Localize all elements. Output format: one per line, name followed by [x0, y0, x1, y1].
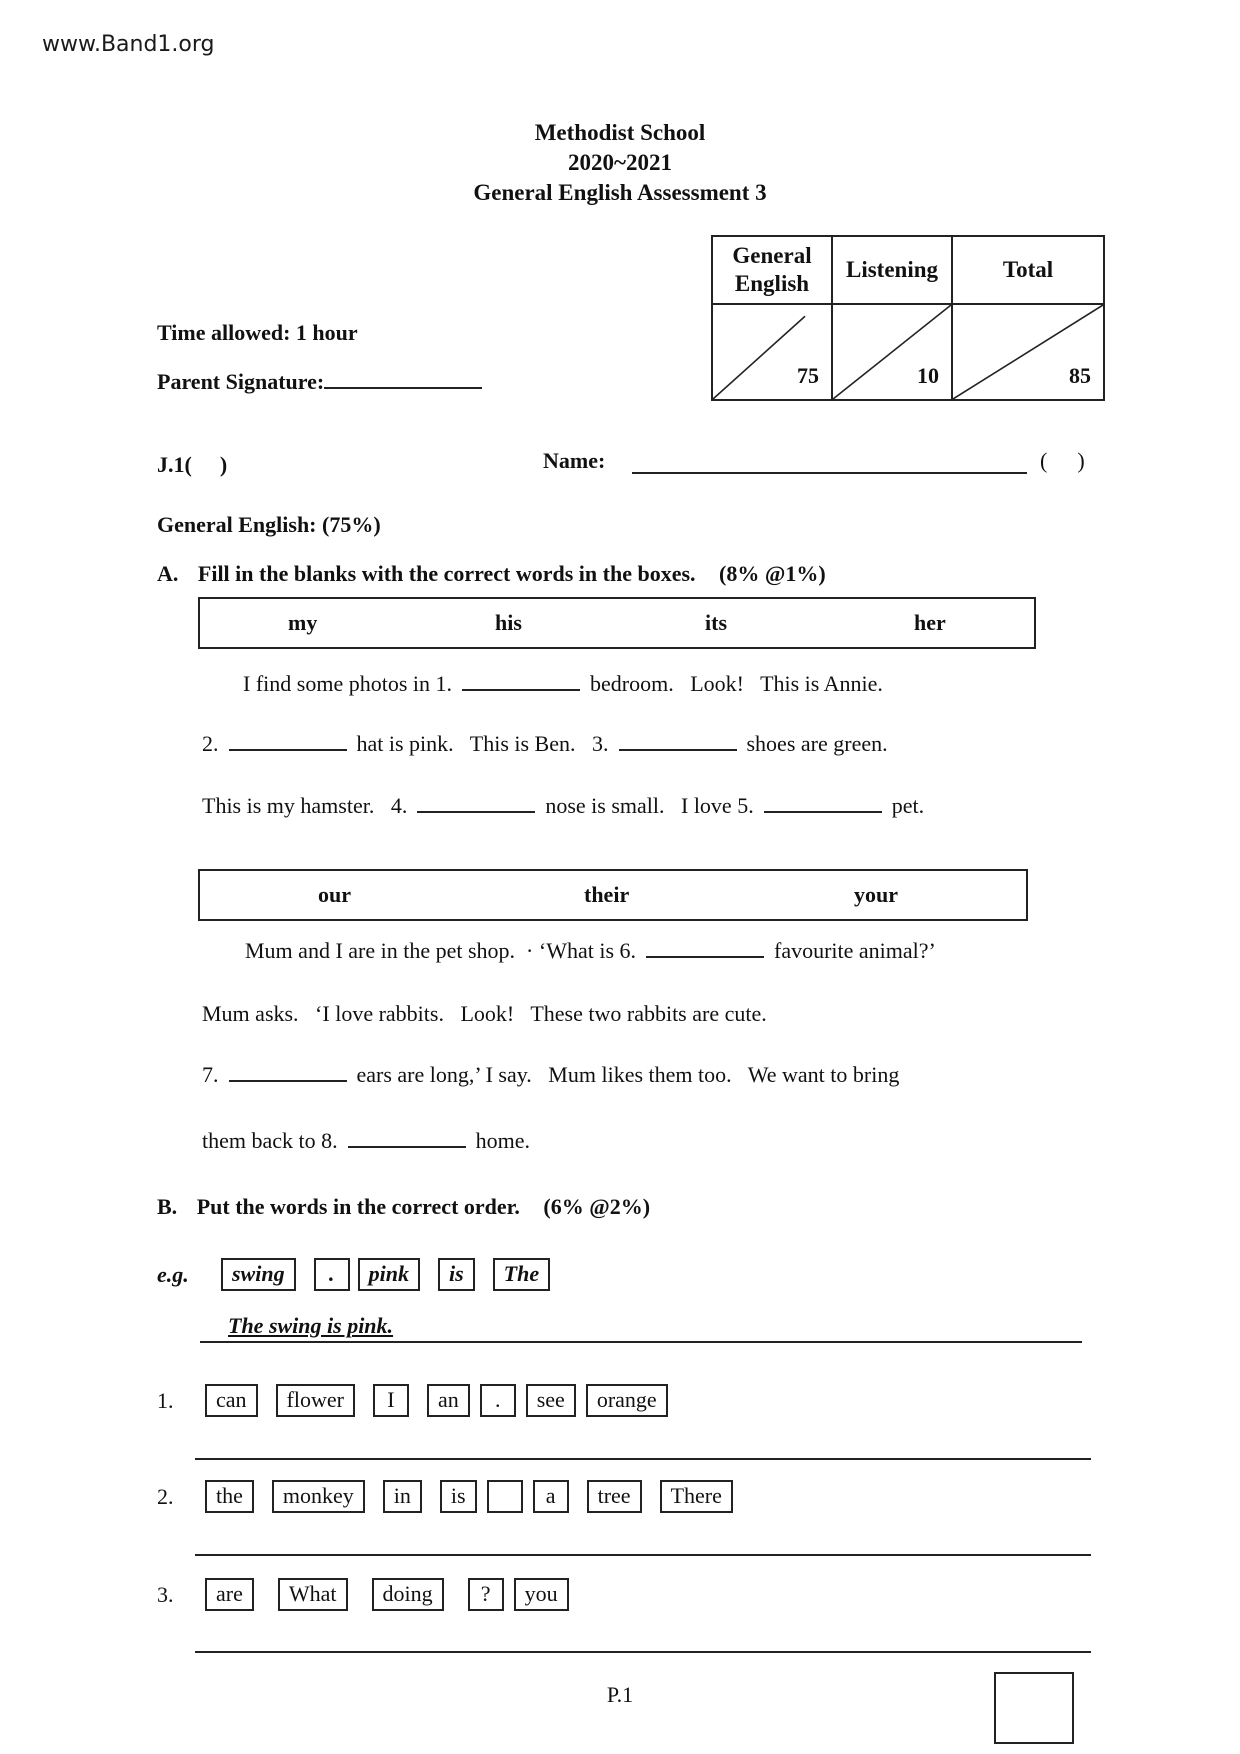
answer-line-1[interactable]: [195, 1458, 1091, 1460]
word-box-1: [198, 597, 1036, 649]
blank-3[interactable]: [619, 731, 737, 751]
word-option: my: [288, 610, 318, 635]
question-row: [157, 1578, 587, 1611]
class-close: ): [219, 452, 228, 477]
blank-7[interactable]: [229, 1062, 347, 1082]
answer-line-2[interactable]: [195, 1554, 1091, 1556]
question-row: [157, 1384, 686, 1417]
word-chip: orange: [586, 1384, 668, 1417]
passage-text: I find some photos in 1.: [243, 671, 452, 696]
time-allowed: Time allowed: 1 hour: [157, 320, 358, 345]
word-option: our: [318, 882, 351, 907]
question-number: 1.: [157, 1387, 174, 1413]
passage-text: shoes are green.: [746, 731, 888, 756]
score-table: [711, 235, 1105, 401]
word-chip: is: [438, 1258, 475, 1291]
parent-signature-field[interactable]: [324, 387, 482, 389]
word-chip: are: [205, 1578, 254, 1611]
passage-text: pet.: [891, 793, 925, 818]
example-answer-line: [200, 1341, 1082, 1343]
passage-line: [243, 671, 883, 697]
answer-line-3[interactable]: [195, 1651, 1091, 1653]
example-answer: The swing is pink.: [228, 1313, 394, 1338]
blank-6[interactable]: [646, 938, 764, 958]
name-label: Name:: [543, 448, 606, 473]
passage-line: [245, 938, 936, 964]
word-chip: you: [514, 1578, 569, 1611]
parent-signature-label: Parent Signature:: [157, 369, 325, 394]
word-chip: pink: [358, 1258, 420, 1291]
word-chip: a: [533, 1480, 569, 1513]
student-number-field[interactable]: [1040, 448, 1085, 474]
word-option: their: [584, 882, 630, 907]
word-chip: tree: [587, 1480, 642, 1513]
blank-2[interactable]: [229, 731, 347, 751]
part-b-heading: [157, 1194, 650, 1220]
max-score: 75: [797, 363, 819, 388]
passage-text: nose is small. I love 5.: [545, 793, 754, 818]
question-number: 2.: [157, 1483, 174, 1509]
passage-line: [202, 1128, 530, 1154]
blank-4[interactable]: [417, 793, 535, 813]
word-chip: .: [480, 1384, 516, 1417]
word-chip: can: [205, 1384, 258, 1417]
passage-line: Mum asks. ‘I love rabbits. Look! These two rabbits are cute.: [202, 1001, 767, 1026]
blank-8[interactable]: [348, 1128, 466, 1148]
word-box-2: [198, 869, 1028, 921]
passage-text: bedroom. Look! This is Annie.: [590, 671, 883, 696]
word-chip: .: [314, 1258, 350, 1291]
passage-line: [202, 793, 924, 819]
blank-1[interactable]: [462, 671, 580, 691]
name-field[interactable]: [632, 472, 1027, 474]
word-chip: flower: [276, 1384, 355, 1417]
part-a-letter: A.: [157, 561, 179, 586]
word-chip: is: [440, 1480, 477, 1513]
part-b-marks: (6% @2%): [543, 1194, 651, 1219]
passage-text: hat is pink. This is Ben. 3.: [356, 731, 609, 756]
score-header-general-english: [712, 236, 832, 304]
word-chip: ?: [468, 1578, 504, 1611]
score-cell-listening[interactable]: [832, 304, 952, 400]
score-header-total: [952, 236, 1104, 304]
score-cell-total[interactable]: [952, 304, 1104, 400]
paren-open: (: [1040, 448, 1048, 473]
word-option: his: [495, 610, 522, 635]
word-chip: see: [526, 1384, 576, 1417]
word-option: its: [705, 610, 727, 635]
passage-line: [202, 731, 888, 757]
word-chip: doing: [372, 1578, 444, 1611]
passage-text: home.: [475, 1128, 531, 1153]
part-a-instruction: Fill in the blanks with the correct words in the boxes.: [197, 561, 696, 586]
passage-text: 2.: [202, 731, 219, 756]
score-cell-general-english[interactable]: [712, 304, 832, 400]
passage-text: 7.: [202, 1062, 219, 1087]
part-a-marks: (8% @1%): [719, 561, 826, 586]
word-option: your: [854, 882, 898, 907]
school-year: 2020~2021: [568, 150, 672, 175]
part-a-heading: [157, 561, 826, 587]
page-number: P.1: [606, 1682, 634, 1707]
class-field: [157, 452, 227, 478]
class-label: J.1(: [157, 452, 192, 477]
example-row: [157, 1258, 568, 1291]
passage-text: This is my hamster. 4.: [202, 793, 408, 818]
passage-text: ears are long,’ I say. Mum likes them too. We want to bring: [356, 1062, 900, 1087]
header-text: Listening: [845, 257, 939, 282]
school-name: Methodist School: [534, 120, 706, 145]
website-watermark: www.Band1.org: [42, 32, 215, 57]
header-text: Total: [1002, 257, 1054, 282]
passage-text: Mum and I are in the pet shop. · ‘What is 6.: [245, 938, 637, 963]
question-number: 3.: [157, 1581, 174, 1607]
max-score: 10: [917, 363, 939, 388]
question-row: [157, 1480, 751, 1513]
part-b-letter: B.: [157, 1194, 178, 1219]
header-text: General: [732, 243, 812, 268]
part-b-instruction: Put the words in the correct order.: [196, 1194, 520, 1219]
header-text: English: [734, 271, 810, 296]
page-score-box[interactable]: [994, 1672, 1074, 1744]
passage-text: favourite animal?’: [774, 938, 936, 963]
section-heading: General English: (75%): [157, 512, 381, 537]
word-chip: There: [660, 1480, 733, 1513]
score-header-listening: [832, 236, 952, 304]
blank-5[interactable]: [764, 793, 882, 813]
word-chip: swing: [221, 1258, 296, 1291]
word-chip: an: [427, 1384, 470, 1417]
word-chip: the: [205, 1480, 254, 1513]
max-score: 85: [1069, 363, 1091, 388]
passage-line: [202, 1062, 899, 1088]
word-chip: monkey: [272, 1480, 365, 1513]
passage-text: them back to 8.: [202, 1128, 338, 1153]
word-option: her: [914, 610, 946, 635]
word-chip-blank: [487, 1480, 523, 1513]
assessment-title: General English Assessment 3: [473, 180, 767, 205]
word-chip: in: [383, 1480, 422, 1513]
word-chip: The: [493, 1258, 550, 1291]
word-chip: What: [278, 1578, 348, 1611]
parent-signature: [157, 369, 482, 395]
word-chip: I: [373, 1384, 409, 1417]
example-label: e.g.: [157, 1261, 189, 1287]
paren-close: ): [1077, 448, 1085, 473]
